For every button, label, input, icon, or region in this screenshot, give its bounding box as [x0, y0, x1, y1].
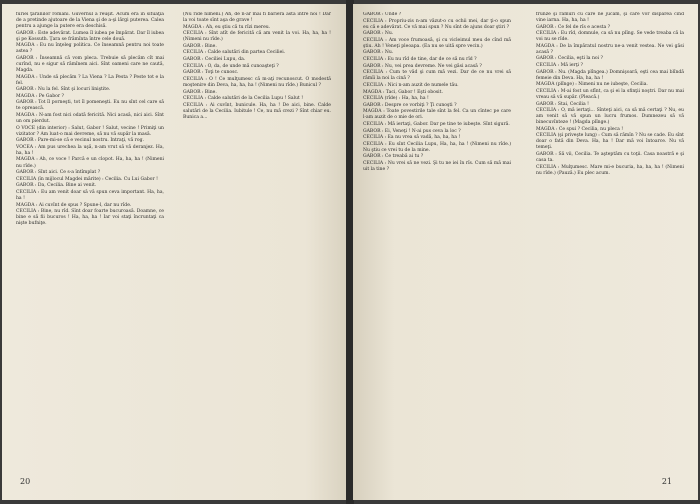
- dialogue-paragraph: GABOR : Ce fel de rîs e acesta ?: [536, 24, 611, 30]
- right-page-column-2: [536, 12, 684, 467]
- dialogue-paragraph: CECILIA : Eu nu rîd de tine, dar de ce să nu rîd ?: [363, 57, 477, 63]
- dialogue-paragraph: GABOR : Despre ce vorbiţi ? Ţi cunoşti ?: [363, 102, 457, 108]
- dialogue-paragraph: O VOCE (din interior) : Salut, Gabor ! Salut, vecine ! Primiţi un vizitator ? Am luat-o mai devreme, să nu vă supăr la masă.: [16, 125, 164, 137]
- dialogue-paragraph: GABOR : Nu.: [363, 31, 394, 37]
- dialogue-paragraph: MAGDA : Pe Gabor ?: [16, 93, 64, 99]
- dialogue-paragraph: MAGDA : Unde să plecăm ? La Viena ? La Pesta ? Peste tot e la fel.: [16, 74, 164, 86]
- dialogue-paragraph: GABOR : Sînt aici. Ce s-a întîmplat ?: [16, 170, 101, 176]
- dialogue-paragraph: GABOR : Unde ?: [363, 12, 402, 17]
- dialogue-paragraph: MAGDA : Eu nu înţeleg politica. Ce înseamnă pentru noi toate astea ?: [16, 43, 164, 55]
- dialogue-paragraph: GABOR : Este adevărat. Lumea îl iubea pe împărat. Dar îl iubea şi pe Kossuth. Ţara se frămînta între cele două.: [16, 30, 164, 42]
- dialogue-paragraph: CECILIA : Ai cuvînt, bunicule. Ha, ha ! De aici, bine. Calde salutări de la Cecilia. Iubitule ! Ce, nu mă crezi ? Sînt chiar eu. Bunica a...: [183, 102, 331, 120]
- left-page: [2, 4, 347, 500]
- dialogue-paragraph: CECILIA : Mă iertaţi, Gabor. Dar pe tine te iubeşte. Sînt sigură.: [363, 121, 510, 127]
- dialogue-paragraph: MAGDA (plînge) : Nimeni nu ne iubeşte, Cecilia.: [536, 82, 648, 88]
- dialogue-paragraph: CECILIA : Mă ierţi ?: [536, 63, 583, 69]
- dialogue-paragraph: CECILIA : Calde salutări de la Cecilia Lupu ! Salut !: [183, 96, 304, 102]
- dialogue-paragraph: GABOR : Nu, vei prea devreme. Ne vei găsi acasă ?: [363, 63, 482, 69]
- right-page-column-1: [363, 12, 511, 467]
- dialogue-paragraph: GABOR : Cecilia, eşti la noi ?: [536, 56, 603, 62]
- dialogue-paragraph: MAGDA : Ce spui ? Cecilia, nu pleca !: [536, 126, 624, 132]
- dialogue-paragraph: CECILIA : O, mă iertaţi... Sînteţi aici, ca să mă certaţi ? Nu, eu am venit să vă spun un lucru frumos. Dumnezeu să vă binecuvînteze ! (Magda plînge.): [536, 108, 684, 126]
- left-page-column-2: [183, 12, 331, 467]
- dialogue-paragraph: furiei ţăranilor români. Guvernul a reuşit. Acum era în situaţia de a pretinde ajutoare de la Viena şi de a-şi lărgi puterea. Calea pentru a ajunge la putere era deschisă.: [16, 12, 164, 30]
- dialogue-paragraph: CECILIA : Eu sînt Cecilia Lupu, Ha, ha, ha ! (Nimeni nu rîde.) Nu ştiu ce vrei tu de la mine.: [363, 141, 511, 153]
- dialogue-paragraph: (Nu rîde nimeni.) Ah, de n-ar mai fi bariera asta între noi ! Dar la voi toate sînt aşa de grave !: [183, 12, 331, 24]
- dialogue-paragraph: GABOR : Pare-mi-se că e vecinul nostru. Intraţi, vă rog.: [16, 138, 144, 144]
- dialogue-paragraph: GABOR : Bine.: [183, 89, 217, 95]
- dialogue-paragraph: CECILIA (rîde) : Ha, ha, ha !: [363, 96, 429, 102]
- dialogue-paragraph: CECILIA : Calde salutări din partea Ceciliei.: [183, 50, 286, 56]
- dialogue-paragraph: CECILIA : Ea nu vrea să vadă, ha, ha, ha !: [363, 135, 461, 141]
- dialogue-paragraph: GABOR : Înseamnă că vom pleca. Trebuie să plecăm cît mai curînd, nu e sigur să rămînem aici. Sînt oameni care ne caută, Magda.: [16, 55, 164, 73]
- dialogue-paragraph: CECILIA : Eu am venit doar să vă spun ceva important. Ha, ha, ha !: [16, 189, 164, 201]
- dialogue-paragraph: GABOR : Să vii, Cecilia. Te aşteptăm cu toţii. Casa noastră e şi casa ta.: [536, 152, 684, 164]
- dialogue-paragraph: CECILIA : Cum te văd şi cum mă vezi. Dar de ce nu vrei să rămîi la noi la cină ?: [363, 70, 511, 82]
- dialogue-paragraph: MAGDA : Taci, Gabor ! Eşti obosit.: [363, 89, 443, 95]
- dialogue-paragraph: CECILIA (şi priveşte lung) : Cum să rămîn ? Nu se cade. Eu sînt doar o fată din Deva. Ha, ha ! Dar mă voi întoarce. Nu vă temeţi.: [536, 133, 684, 151]
- dialogue-paragraph: GABOR : Nu.: [363, 50, 394, 56]
- dialogue-paragraph: CECILIA : Am voce frumoasă, şi cu vicleimul meu de cînd mă ştiu. Ah ! Veneţi pleoapa. (Ea nu se uită spre vecin.): [363, 37, 511, 49]
- dialogue-paragraph: GABOR : Nu. (Magda plîngea.) Domnişoară, eşti cea mai blîndă femeie din Deva. Ha, ha, ha !: [536, 69, 684, 81]
- dialogue-paragraph: CECILIA : Nici n-am auzit de numele tău.: [363, 82, 459, 88]
- dialogue-paragraph: CECILIA (în mijlocul Magdei mărite) : Cecilia. Cu Lui Gabor !: [16, 176, 158, 182]
- dialogue-paragraph: CECILIA : M-ai fost un sfînt, ca şi ei la sfinţii noştri. Dar nu mai vreau să vă supăr. (Pleacă.): [536, 88, 684, 100]
- dialogue-paragraph: VOCEA : Am pus urechea la uşă, n-am vrut să vă deranjez. Ha, ha, ha !: [16, 144, 164, 156]
- dialogue-paragraph: GABOR : Nu la fel. Sînt şi locuri liniştite.: [16, 87, 111, 93]
- dialogue-paragraph: CECILIA : Eu rîd, domnule, ca să nu plîng. Se vede treaba că la voi nu se rîde.: [536, 31, 684, 43]
- dialogue-paragraph: GABOR : Bine.: [183, 43, 217, 49]
- dialogue-paragraph: GABOR : Tot îl porneşti, tot îl pomeneşti. Eu nu sînt cel care să te oprească.: [16, 100, 164, 112]
- dialogue-paragraph: CECILIA : Mulţumesc. Mare mi-e bucuria, ha, ha, ha ! (Nimeni nu rîde.) (Pauză.) Eu plec acum.: [536, 164, 684, 176]
- dialogue-paragraph: GABOR : Toţi te cunosc.: [183, 70, 239, 76]
- dialogue-paragraph: GABOR : Ei, Veneţi ! N-ai pus ceva la loc ?: [363, 128, 461, 134]
- dialogue-paragraph: CECILIA : Sînt atît de fericită că am venit la voi. Ha, ha, ha ! (Nimeni nu rîde.): [183, 31, 331, 43]
- right-page-number: 21: [661, 477, 672, 486]
- dialogue-paragraph: GABOR : Da, Cecilia. Bine ai venit.: [16, 183, 97, 189]
- dialogue-paragraph: CECILIA : O, da, de unde mă cunoaşteţi ?: [183, 63, 279, 69]
- dialogue-paragraph: MAGDA : Ai cuvînt de spus ? Spune-l, dar nu rîde.: [16, 202, 132, 208]
- dialogue-paragraph: frunze şi ramuri cu care ne jucăm, şi care vor dispărea cînd vine iarna. Ha, ha, ha !: [536, 12, 684, 24]
- dialogue-paragraph: CECILIA : Bine, nu rîd. Sînt doar foarte bucuroasă. Doamne, ce bine e să fii bucuros ! Ha, ha, ha ! Iar voi staţi încruntaţi ca nişte bufniţe.: [16, 209, 164, 227]
- dialogue-paragraph: CECILIA : Nu vrei să ne vezi. Şi tu ne iei în rîs. Cum să mă mai uit la tine ?: [363, 161, 511, 173]
- dialogue-paragraph: MAGDA : Toate povestirile tale sînt la fel. Ca un cîntec pe care l-am auzit de o mie de ori.: [363, 109, 511, 121]
- dialogue-paragraph: MAGDA : Ah, eu ştiu că tu rîzi mereu.: [183, 24, 271, 30]
- left-page-column-1: [16, 12, 164, 467]
- dialogue-paragraph: MAGDA : N-am fost nici odată fericită. Nici acasă, nici aici. Sînt un om pierdut.: [16, 113, 164, 125]
- dialogue-paragraph: GABOR : Stai, Cecilia !: [536, 101, 589, 107]
- dialogue-paragraph: CECILIA : Propriu-zis n-am văzut-o cu ochii mei, dar ţi-o spun eu că e adevărat. Ce vă mai spun ? Nu sînt de ajuns doar ştiri ?: [363, 18, 511, 30]
- dialogue-paragraph: CECILIA : O ! Ce mulţumesc că m-aţi recunoscut. O modestă moştenire din Deva, ha, ha, ha ! (Nimeni nu rîde.) Bunicul ?: [183, 76, 331, 88]
- dialogue-paragraph: GABOR : Ce treabă ai tu ?: [363, 154, 424, 160]
- dialogue-paragraph: MAGDA : De la împăratul nostru ne-a venit vestea. Ne vei găsi acasă ?: [536, 43, 684, 55]
- left-page-number: 20: [20, 477, 31, 486]
- dialogue-paragraph: GABOR : Ceciliei Lupu, da.: [183, 57, 246, 63]
- right-page: [353, 4, 698, 500]
- dialogue-paragraph: MAGDA : Ah, ce voce ! Parcă e un clopot. Ha, ha, ha ! (Nimeni nu rîde.): [16, 157, 164, 169]
